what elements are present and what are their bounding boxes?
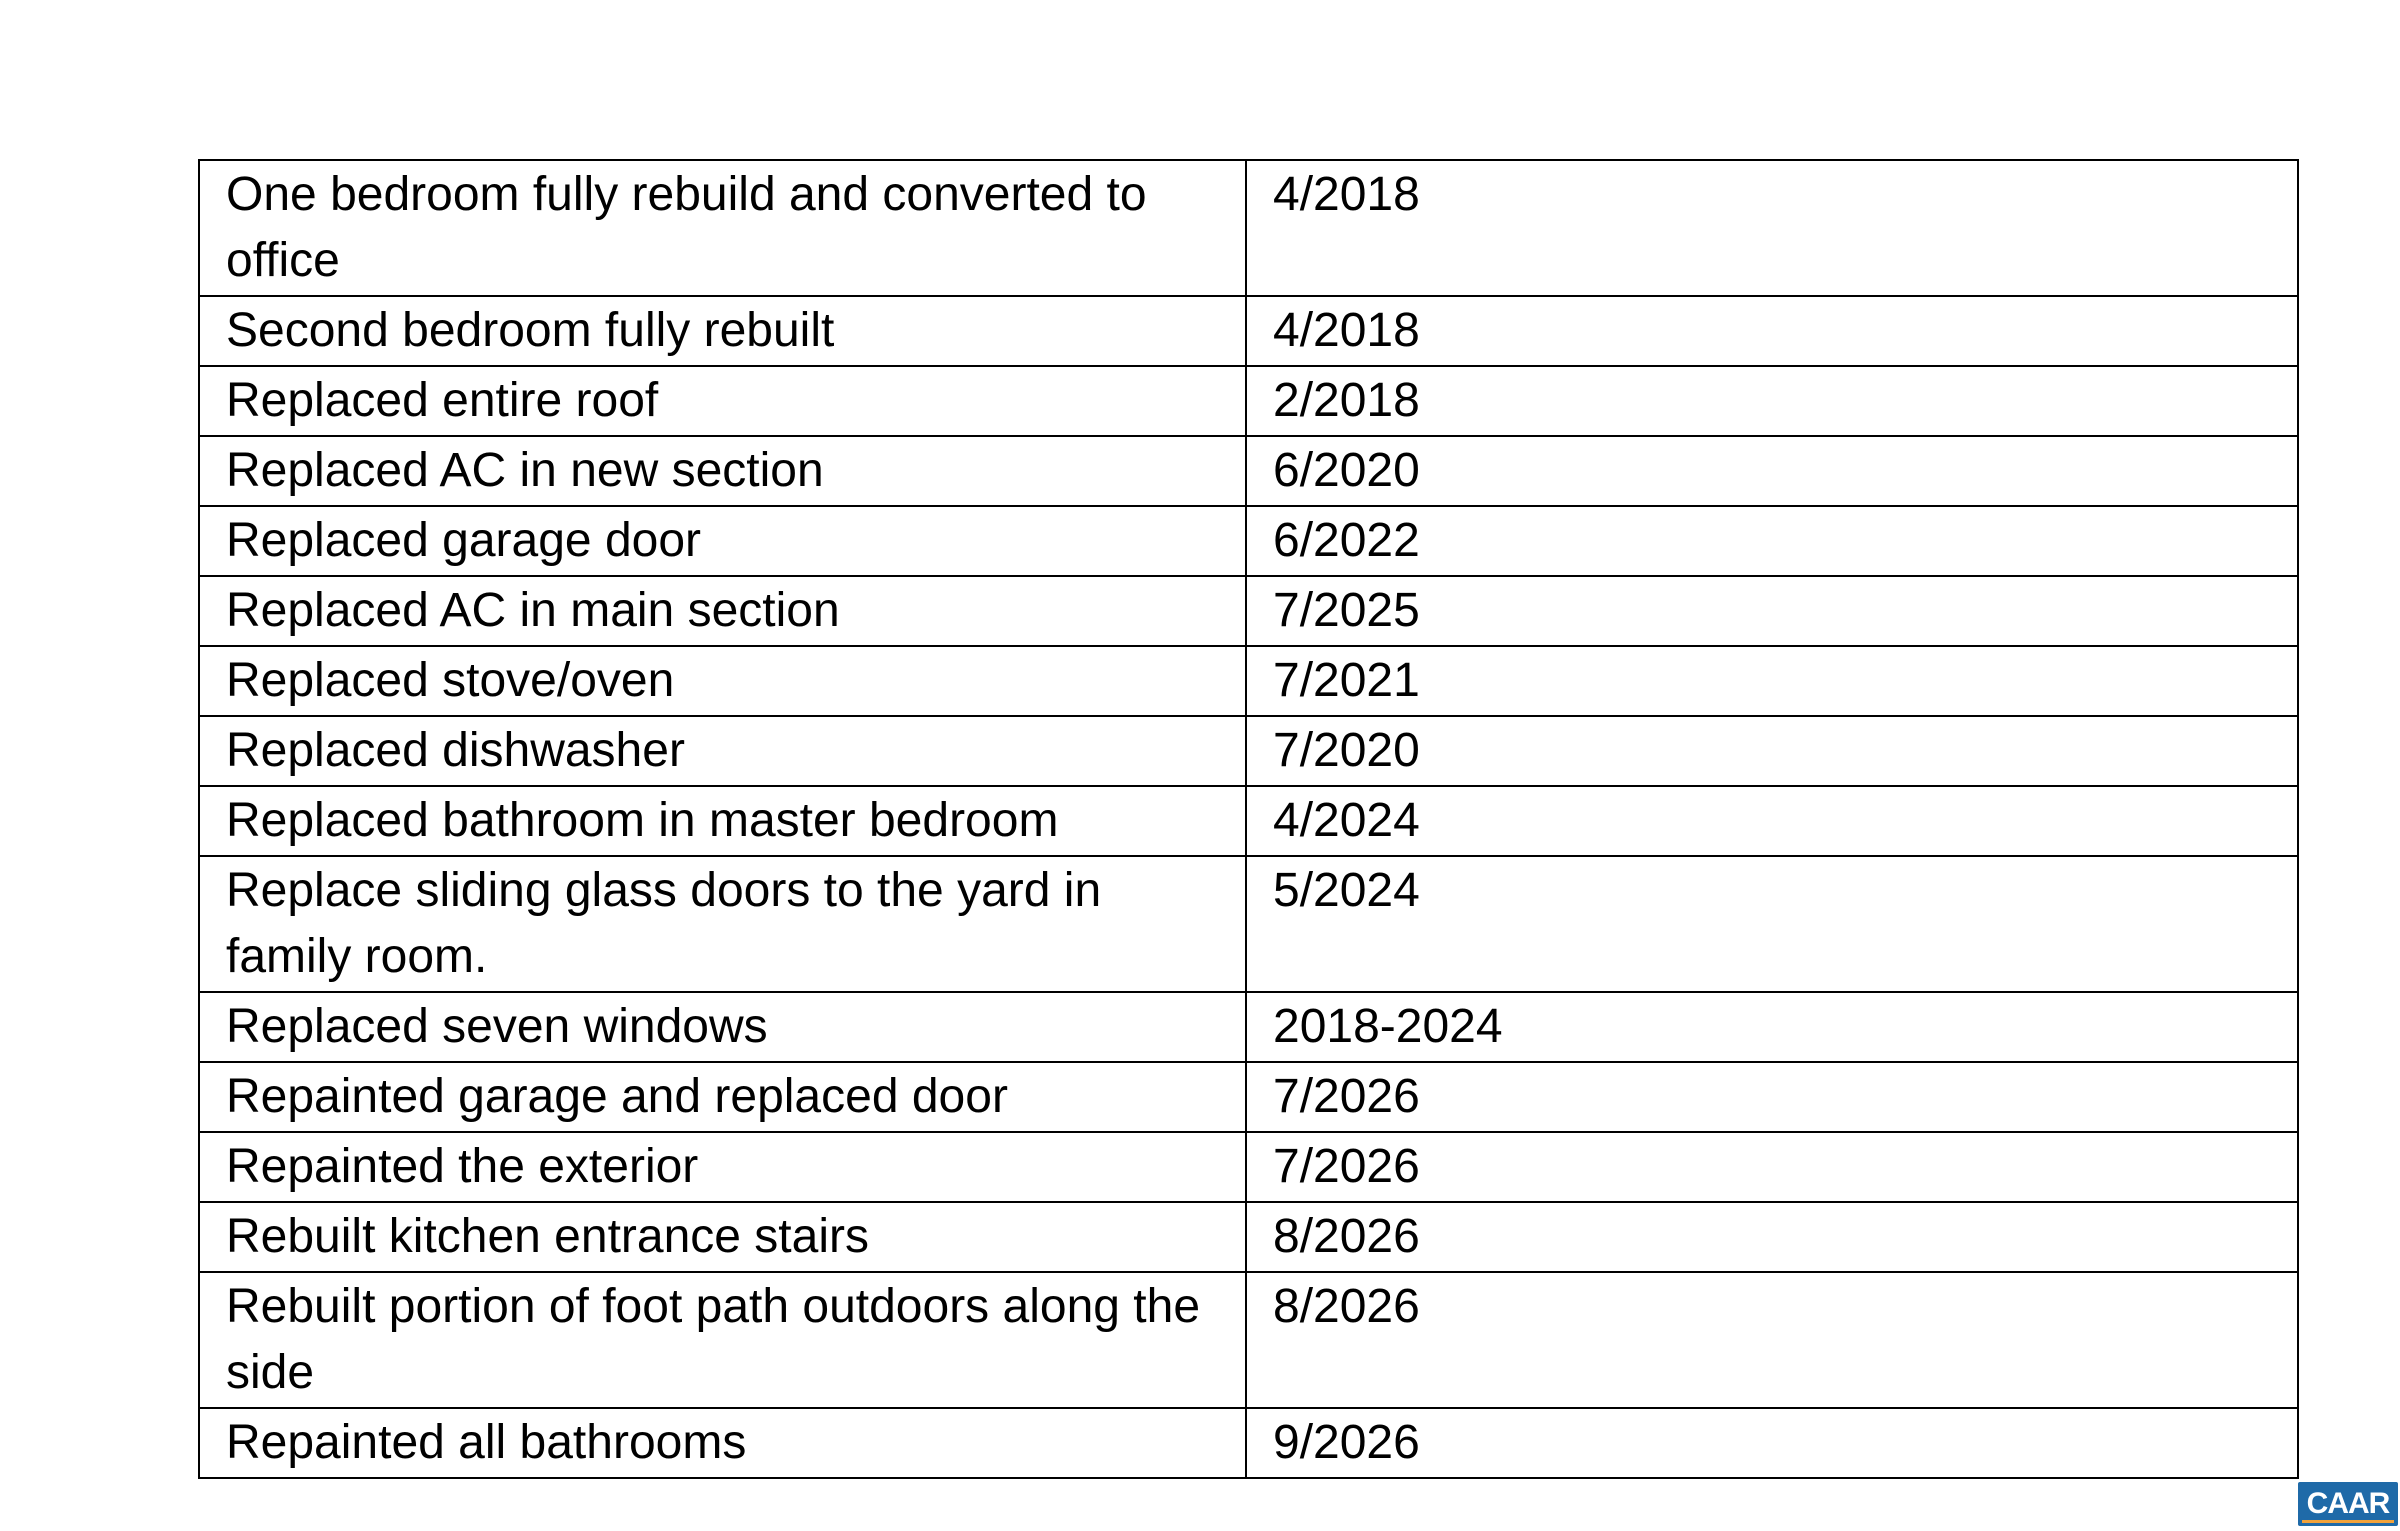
table-row (199, 1202, 2298, 1272)
item-cell: Repainted all bathrooms (199, 1408, 1246, 1478)
item-cell: Replaced AC in new section (199, 436, 1246, 506)
table-row (199, 646, 2298, 716)
date-cell: 2018-2024 (1246, 992, 2298, 1062)
table-row (199, 436, 2298, 506)
table-row (199, 1132, 2298, 1202)
item-cell: Repainted garage and replaced door (199, 1062, 1246, 1132)
date-cell: 6/2020 (1246, 436, 2298, 506)
table-row (199, 1272, 2298, 1408)
item-cell: Second bedroom fully rebuilt (199, 296, 1246, 366)
date-cell: 7/2021 (1246, 646, 2298, 716)
date-cell: 4/2018 (1246, 160, 2298, 296)
item-cell: Replaced stove/oven (199, 646, 1246, 716)
item-cell: Repainted the exterior (199, 1132, 1246, 1202)
table-row (199, 856, 2298, 992)
item-cell: Rebuilt portion of foot path outdoors along the side (199, 1272, 1246, 1408)
item-cell: Replaced garage door (199, 506, 1246, 576)
item-cell: Replaced entire roof (199, 366, 1246, 436)
date-cell: 7/2025 (1246, 576, 2298, 646)
item-cell: Replaced AC in main section (199, 576, 1246, 646)
table-row (199, 506, 2298, 576)
date-cell: 7/2020 (1246, 716, 2298, 786)
table-row (199, 716, 2298, 786)
date-cell: 8/2026 (1246, 1202, 2298, 1272)
table-row (199, 366, 2298, 436)
table-row (199, 160, 2298, 296)
date-cell: 4/2018 (1246, 296, 2298, 366)
table-row (199, 296, 2298, 366)
date-cell: 8/2026 (1246, 1272, 2298, 1408)
table-row (199, 786, 2298, 856)
improvements-table (198, 159, 2299, 1479)
item-cell: Replace sliding glass doors to the yard in family room. (199, 856, 1246, 992)
logo-text: CAAR (2306, 1487, 2390, 1520)
item-cell: Replaced dishwasher (199, 716, 1246, 786)
date-cell: 9/2026 (1246, 1408, 2298, 1478)
date-cell: 4/2024 (1246, 786, 2298, 856)
date-cell: 6/2022 (1246, 506, 2298, 576)
date-cell: 7/2026 (1246, 1062, 2298, 1132)
item-cell: Replaced bathroom in master bedroom (199, 786, 1246, 856)
date-cell: 7/2026 (1246, 1132, 2298, 1202)
table-row (199, 1408, 2298, 1478)
item-cell: One bedroom fully rebuild and converted to office (199, 160, 1246, 296)
date-cell: 5/2024 (1246, 856, 2298, 992)
item-cell: Rebuilt kitchen entrance stairs (199, 1202, 1246, 1272)
item-cell: Replaced seven windows (199, 992, 1246, 1062)
date-cell: 2/2018 (1246, 366, 2298, 436)
table-row (199, 1062, 2298, 1132)
table-row (199, 576, 2298, 646)
table-row (199, 992, 2298, 1062)
caar-logo (2298, 1482, 2398, 1526)
